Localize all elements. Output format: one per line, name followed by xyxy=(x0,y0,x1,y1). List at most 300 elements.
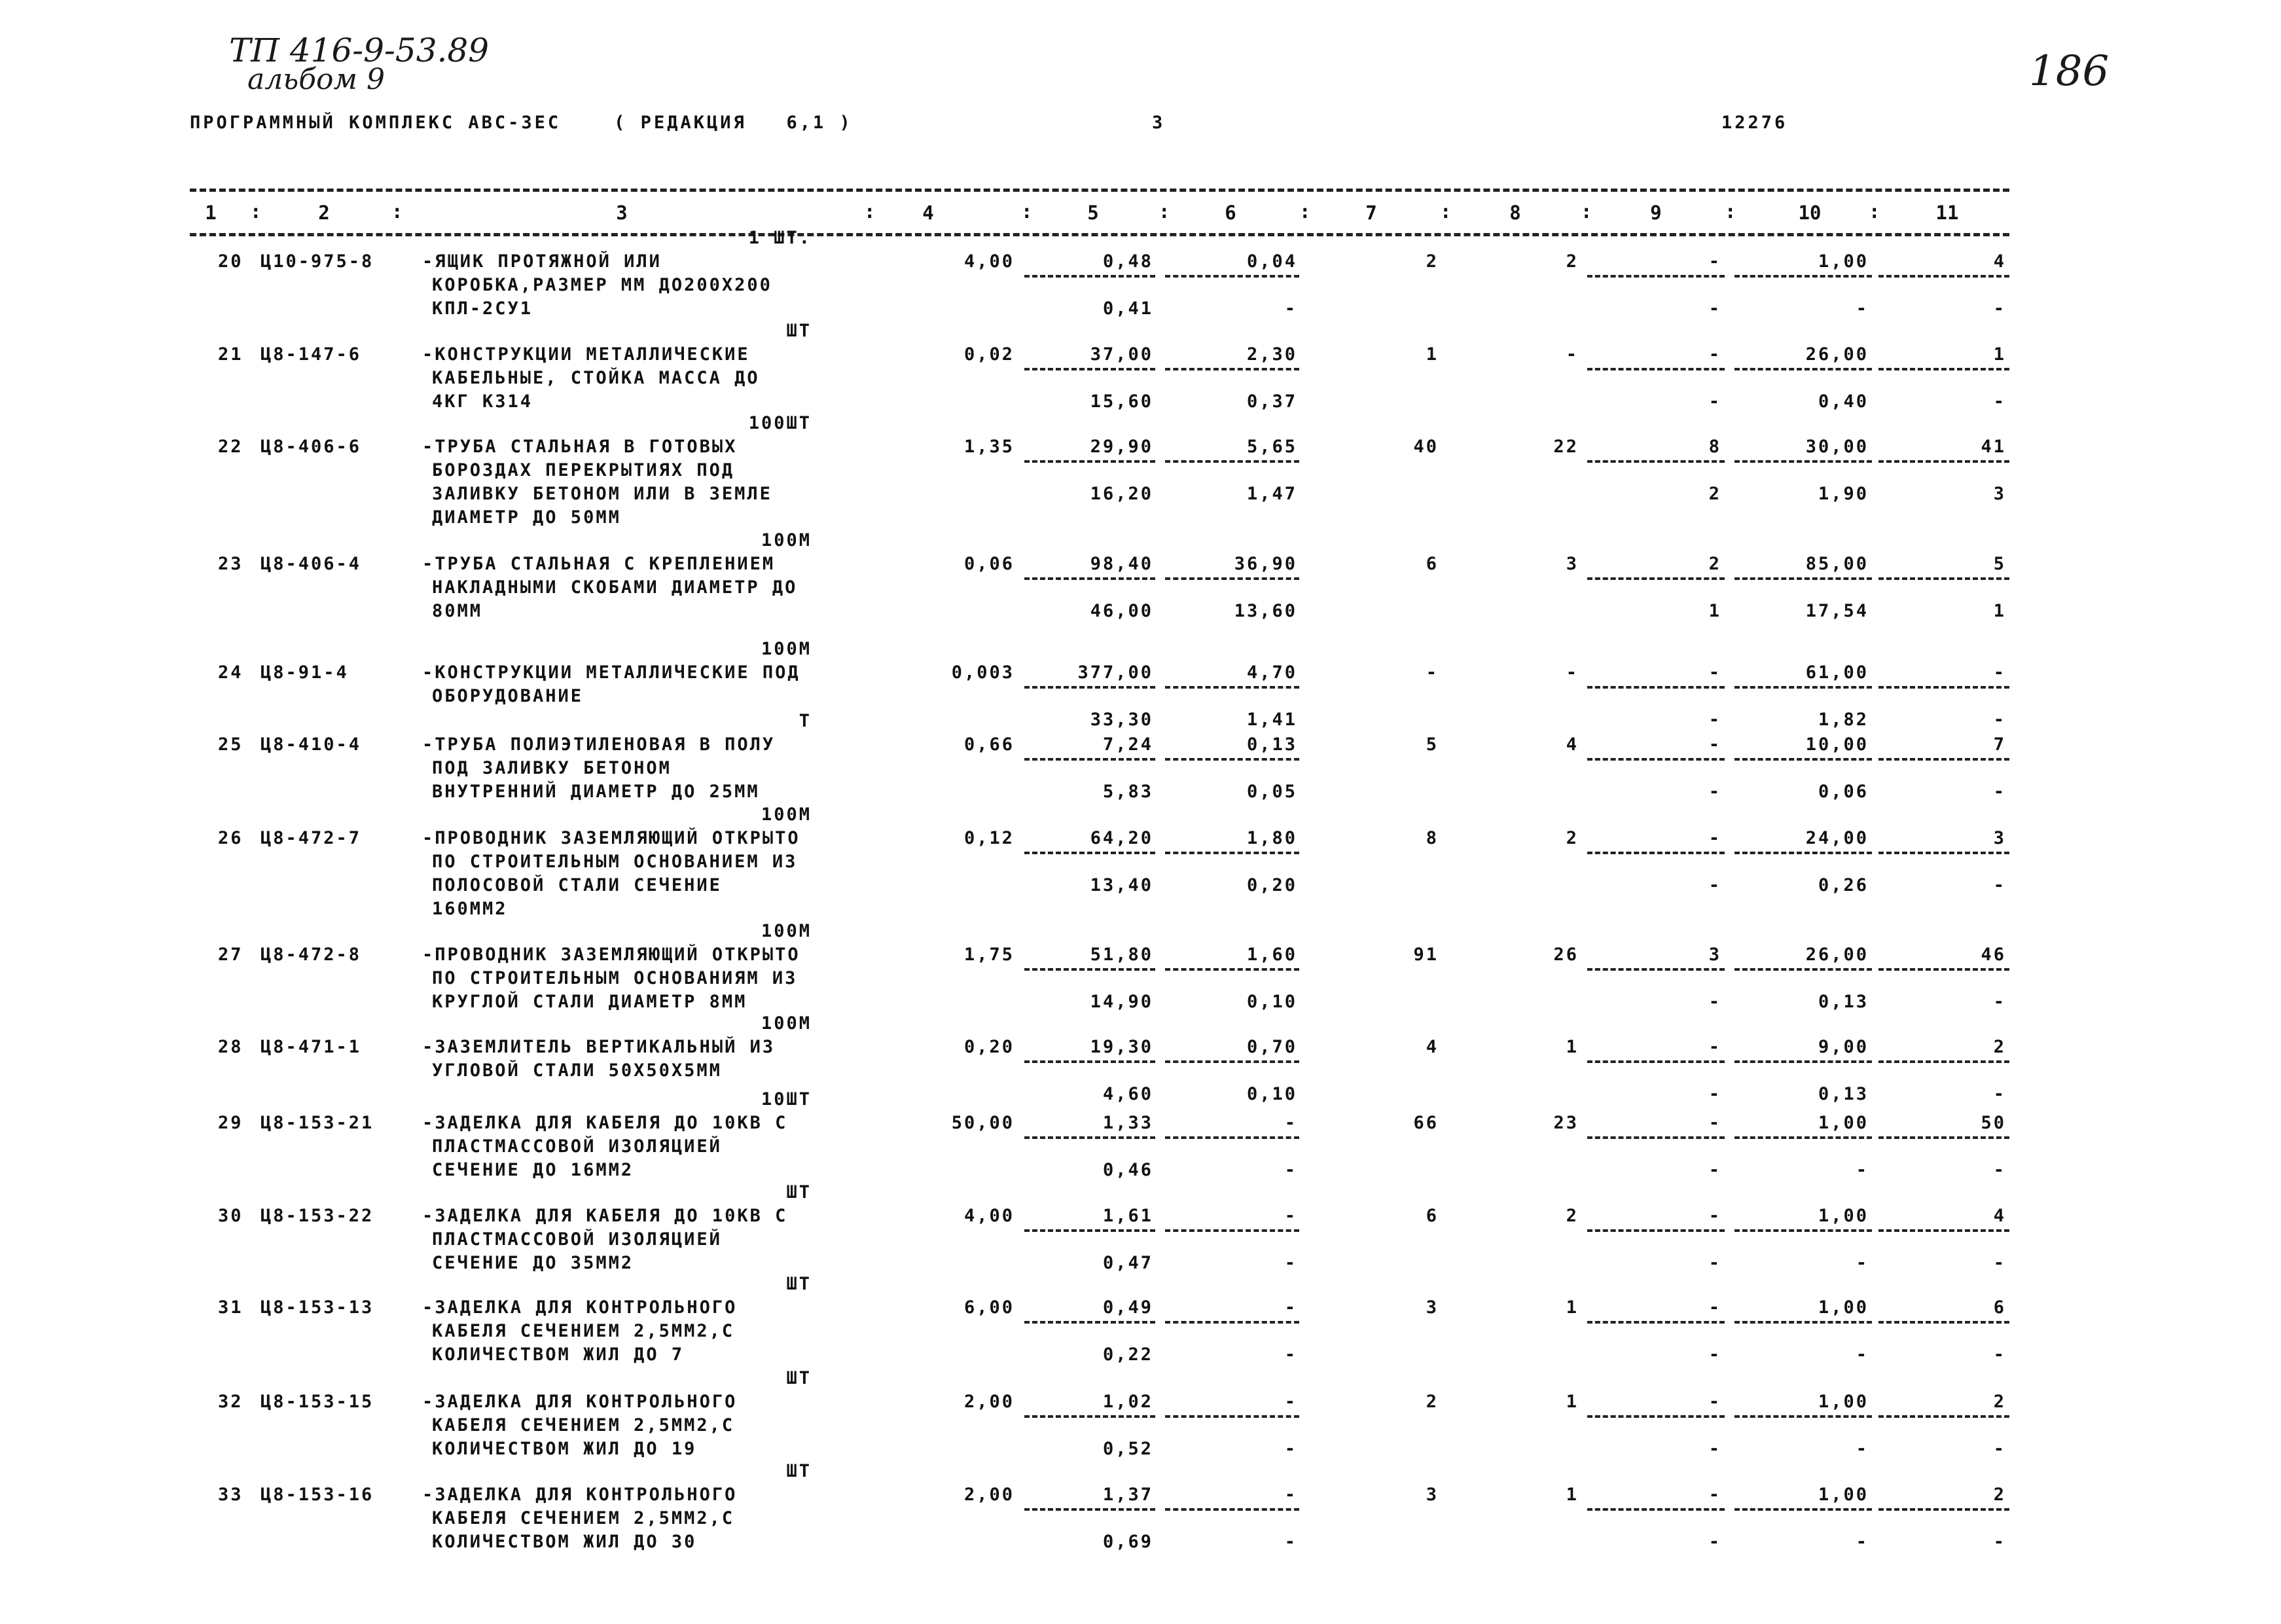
cost-machine-wage-value: 1,41 xyxy=(1246,710,1297,730)
row-dash-separator xyxy=(1165,968,1299,971)
row-dash-separator xyxy=(1878,1508,2009,1511)
row-dash-separator xyxy=(1878,1060,2009,1063)
work-description-line: ПОД ЗАЛИВКУ БЕТОНОМ xyxy=(432,758,672,778)
quantity-value: 0,66 xyxy=(963,734,1015,755)
cost-machine-value: - xyxy=(1284,1113,1297,1133)
col11-value: 6 xyxy=(1993,1297,2006,1318)
cost-machine-wage-value: - xyxy=(1284,1344,1297,1365)
col11-value: 41 xyxy=(1981,437,2006,457)
col9-sub-value: - xyxy=(1708,782,1721,802)
norm-code: Ц8-406-4 xyxy=(260,554,362,574)
col10-sub-value: 17,54 xyxy=(1805,601,1869,621)
col10-value: 1,00 xyxy=(1818,1113,1869,1133)
col10-value: 30,00 xyxy=(1805,437,1869,457)
row-dash-separator xyxy=(1587,1415,1725,1418)
col9-sub-value: 2 xyxy=(1708,484,1721,504)
col10-sub-value: 0,13 xyxy=(1818,992,1869,1012)
row-dash-separator xyxy=(1165,686,1299,689)
column-header-10: 10 xyxy=(1798,202,1822,224)
col11-sub-value: - xyxy=(1993,782,2006,802)
unit-label: 100ШТ xyxy=(748,413,812,433)
row-dash-separator xyxy=(1587,686,1725,689)
col9-sub-value: - xyxy=(1708,1160,1721,1180)
col10-value: 9,00 xyxy=(1818,1037,1869,1057)
col7-value: 91 xyxy=(1413,945,1439,965)
col7-value: 3 xyxy=(1426,1297,1439,1318)
quantity-value: 0,12 xyxy=(963,828,1015,848)
row-dash-separator xyxy=(1878,1229,2009,1232)
unit-label: 100М xyxy=(761,530,812,550)
row-number: 29 xyxy=(218,1113,243,1133)
column-separator: : xyxy=(1021,200,1033,223)
col10-value: 1,00 xyxy=(1818,1485,1869,1505)
col10-value: 26,00 xyxy=(1805,344,1869,365)
row-dash-separator xyxy=(1878,686,2009,689)
unit-label: 100М xyxy=(761,921,812,941)
row-dash-separator xyxy=(1734,460,1872,463)
row-dash-separator xyxy=(1024,968,1155,971)
row-number: 32 xyxy=(218,1392,243,1412)
row-dash-separator xyxy=(1587,1321,1725,1324)
col7-value: - xyxy=(1426,662,1439,683)
quantity-value: 2,00 xyxy=(963,1485,1015,1505)
col10-sub-value: 1,90 xyxy=(1818,484,1869,504)
cost-machine-value: - xyxy=(1284,1392,1297,1412)
work-description-line: КАБЕЛЯ СЕЧЕНИЕМ 2,5ММ2,С xyxy=(432,1415,735,1435)
work-description-line: 4КГ К314 xyxy=(432,391,533,412)
work-description-line: -ЗАДЕЛКА ДЛЯ КОНТРОЛЬНОГО xyxy=(422,1392,738,1412)
row-dash-separator xyxy=(1734,368,1872,370)
col7-value: 5 xyxy=(1426,734,1439,755)
work-description-line: ЗАЛИВКУ БЕТОНОМ ИЛИ В ЗЕМЛЕ xyxy=(432,484,772,504)
cost-machine-value: 0,70 xyxy=(1246,1037,1297,1057)
row-dash-separator xyxy=(1878,852,2009,854)
col7-value: 2 xyxy=(1426,1392,1439,1412)
col8-value: 1 xyxy=(1566,1392,1579,1412)
cost-machine-value: 0,13 xyxy=(1246,734,1297,755)
cost-total-value: 1,33 xyxy=(1102,1113,1153,1133)
column-separator: : xyxy=(1440,200,1452,223)
norm-code: Ц8-153-13 xyxy=(260,1297,374,1318)
row-dash-separator xyxy=(1587,852,1725,854)
cost-wage-value: 15,60 xyxy=(1090,391,1153,412)
row-dash-separator xyxy=(1024,686,1155,689)
col9-value: - xyxy=(1708,251,1721,272)
work-description-line: СЕЧЕНИЕ ДО 35ММ2 xyxy=(432,1253,634,1273)
cost-machine-wage-value: 0,05 xyxy=(1246,782,1297,802)
work-description-line: ПЛАСТМАССОВОЙ ИЗОЛЯЦИЕЙ xyxy=(432,1136,722,1157)
norm-code: Ц8-410-4 xyxy=(260,734,362,755)
col9-value: - xyxy=(1708,1037,1721,1057)
row-dash-separator xyxy=(1587,758,1725,761)
row-dash-separator xyxy=(1587,275,1725,278)
col10-sub-value: - xyxy=(1856,1532,1869,1552)
row-dash-separator xyxy=(1734,1229,1872,1232)
row-dash-separator xyxy=(1734,275,1872,278)
table-top-rule xyxy=(190,189,2009,192)
column-separator: : xyxy=(1725,200,1736,223)
cost-machine-wage-value: 0,37 xyxy=(1246,391,1297,412)
quantity-value: 4,00 xyxy=(963,251,1015,272)
work-description-line: 160ММ2 xyxy=(432,899,508,919)
cost-wage-value: 13,40 xyxy=(1090,875,1153,895)
cost-total-value: 1,37 xyxy=(1102,1485,1153,1505)
col10-value: 24,00 xyxy=(1805,828,1869,848)
col9-value: - xyxy=(1708,1206,1721,1226)
row-dash-separator xyxy=(1165,758,1299,761)
cost-machine-value: 1,80 xyxy=(1246,828,1297,848)
col10-sub-value: - xyxy=(1856,1439,1869,1459)
work-description-line: ПО СТРОИТЕЛЬНЫМ ОСНОВАНИЕМ ИЗ xyxy=(432,852,798,872)
work-description-line: -ЗАДЕЛКА ДЛЯ КАБЕЛЯ ДО 10КВ С xyxy=(422,1113,788,1133)
cost-total-value: 377,00 xyxy=(1077,662,1153,683)
col9-value: 2 xyxy=(1708,554,1721,574)
col8-value: 1 xyxy=(1566,1297,1579,1318)
col9-value: 8 xyxy=(1708,437,1721,457)
col10-sub-value: 0,26 xyxy=(1818,875,1869,895)
column-separator: : xyxy=(1869,200,1880,223)
col11-value: 3 xyxy=(1993,828,2006,848)
norm-code: Ц8-153-16 xyxy=(260,1485,374,1505)
work-description-line: -ТРУБА ПОЛИЭТИЛЕНОВАЯ В ПОЛУ xyxy=(422,734,776,755)
row-dash-separator xyxy=(1024,1508,1155,1511)
row-dash-separator xyxy=(1587,1136,1725,1139)
col11-value: 2 xyxy=(1993,1485,2006,1505)
row-dash-separator xyxy=(1587,1060,1725,1063)
row-dash-separator xyxy=(1024,460,1155,463)
row-number: 24 xyxy=(218,662,243,683)
norm-code: Ц8-153-21 xyxy=(260,1113,374,1133)
cost-total-value: 37,00 xyxy=(1090,344,1153,365)
quantity-value: 6,00 xyxy=(963,1297,1015,1318)
row-dash-separator xyxy=(1878,460,2009,463)
row-dash-separator xyxy=(1734,1136,1872,1139)
column-header-6: 6 xyxy=(1225,202,1236,224)
work-description-line: ДИАМЕТР ДО 50ММ xyxy=(432,507,621,528)
col11-value: 1 xyxy=(1993,344,2006,365)
cost-machine-wage-value: - xyxy=(1284,1160,1297,1180)
col9-sub-value: - xyxy=(1708,1532,1721,1552)
column-header-3: 3 xyxy=(616,202,628,224)
col11-value: 2 xyxy=(1993,1037,2006,1057)
row-dash-separator xyxy=(1878,368,2009,370)
col8-value: - xyxy=(1566,662,1579,683)
row-number: 26 xyxy=(218,828,243,848)
column-separator: : xyxy=(1158,200,1170,223)
col11-sub-value: 3 xyxy=(1993,484,2006,504)
quantity-value: 1,75 xyxy=(963,945,1015,965)
norm-code: Ц8-91-4 xyxy=(260,662,349,683)
col10-sub-value: - xyxy=(1856,1344,1869,1365)
cost-total-value: 1,02 xyxy=(1102,1392,1153,1412)
row-dash-separator xyxy=(1734,758,1872,761)
cost-wage-value: 5,83 xyxy=(1102,782,1153,802)
row-dash-separator xyxy=(1165,1508,1299,1511)
col9-value: - xyxy=(1708,344,1721,365)
unit-label: Т xyxy=(799,711,812,731)
program-header: ПРОГРАММНЫЙ КОМПЛЕКС АВС-ЗЕС ( РЕДАКЦИЯ 6,1 ) xyxy=(190,113,853,133)
col7-value: 66 xyxy=(1413,1113,1439,1133)
cost-machine-value: 2,30 xyxy=(1246,344,1297,365)
col8-value: 1 xyxy=(1566,1485,1579,1505)
col8-value: 26 xyxy=(1553,945,1579,965)
work-description-line: -ЗАДЕЛКА ДЛЯ КОНТРОЛЬНОГО xyxy=(422,1297,738,1318)
col8-value: 23 xyxy=(1553,1113,1579,1133)
cost-wage-value: 0,47 xyxy=(1102,1253,1153,1273)
cost-wage-value: 46,00 xyxy=(1090,601,1153,621)
col8-value: 2 xyxy=(1566,251,1579,272)
work-description-line: ПОЛОСОВОЙ СТАЛИ СЕЧЕНИЕ xyxy=(432,875,722,895)
col9-value: - xyxy=(1708,662,1721,683)
col10-value: 1,00 xyxy=(1818,251,1869,272)
col10-value: 1,00 xyxy=(1818,1297,1869,1318)
quantity-value: 0,20 xyxy=(963,1037,1015,1057)
col11-value: 5 xyxy=(1993,554,2006,574)
cost-wage-value: 16,20 xyxy=(1090,484,1153,504)
row-dash-separator xyxy=(1587,368,1725,370)
column-header-5: 5 xyxy=(1087,202,1099,224)
work-description-line: -ЗАДЕЛКА ДЛЯ КОНТРОЛЬНОГО xyxy=(422,1485,738,1505)
row-dash-separator xyxy=(1734,1508,1872,1511)
cost-machine-wage-value: 0,10 xyxy=(1246,1084,1297,1104)
col7-value: 40 xyxy=(1413,437,1439,457)
handwritten-page-number: 186 xyxy=(2029,47,2110,96)
col10-sub-value: 0,13 xyxy=(1818,1084,1869,1104)
col9-sub-value: - xyxy=(1708,875,1721,895)
cost-total-value: 0,49 xyxy=(1102,1297,1153,1318)
column-separator: : xyxy=(250,200,262,223)
col10-value: 85,00 xyxy=(1805,554,1869,574)
cost-machine-value: - xyxy=(1284,1297,1297,1318)
col11-value: 4 xyxy=(1993,251,2006,272)
row-dash-separator xyxy=(1587,577,1725,580)
col8-value: 3 xyxy=(1566,554,1579,574)
row-dash-separator xyxy=(1024,1415,1155,1418)
norm-code: Ц8-153-22 xyxy=(260,1206,374,1226)
col10-sub-value: - xyxy=(1856,1253,1869,1273)
document-number: 12276 xyxy=(1721,113,1788,133)
norm-code: Ц8-147-6 xyxy=(260,344,362,365)
quantity-value: 4,00 xyxy=(963,1206,1015,1226)
col9-sub-value: - xyxy=(1708,1344,1721,1365)
column-separator: : xyxy=(1299,200,1311,223)
work-description-line: КРУГЛОЙ СТАЛИ ДИАМЕТР 8ММ xyxy=(432,992,747,1012)
row-number: 33 xyxy=(218,1485,243,1505)
work-description-line: -ПРОВОДНИК ЗАЗЕМЛЯЮЩИЙ ОТКРЫТО xyxy=(422,828,800,848)
row-dash-separator xyxy=(1024,275,1155,278)
col9-sub-value: - xyxy=(1708,992,1721,1012)
work-description-line: -ТРУБА СТАЛЬНАЯ С КРЕПЛЕНИЕМ xyxy=(422,554,776,574)
col7-value: 6 xyxy=(1426,554,1439,574)
column-header-2: 2 xyxy=(318,202,330,224)
col8-value: - xyxy=(1566,344,1579,365)
table-header-rule xyxy=(190,233,2009,236)
work-description-line: КПЛ-2СУ1 xyxy=(432,298,533,319)
col9-value: - xyxy=(1708,828,1721,848)
norm-code: Ц8-153-15 xyxy=(260,1392,374,1412)
column-header-1: 1 xyxy=(205,202,217,224)
col11-sub-value: - xyxy=(1993,1439,2006,1459)
row-dash-separator xyxy=(1165,1229,1299,1232)
work-description-line: -ЗАЗЕМЛИТЕЛЬ ВЕРТИКАЛЬНЫЙ ИЗ xyxy=(422,1037,776,1057)
cost-machine-wage-value: - xyxy=(1284,1253,1297,1273)
quantity-value: 0,003 xyxy=(951,662,1015,683)
column-separator: : xyxy=(391,200,403,223)
work-description-line: КОЛИЧЕСТВОМ ЖИЛ ДО 7 xyxy=(432,1344,685,1365)
col9-value: - xyxy=(1708,1297,1721,1318)
col10-value: 1,00 xyxy=(1818,1206,1869,1226)
row-dash-separator xyxy=(1587,968,1725,971)
cost-total-value: 7,24 xyxy=(1102,734,1153,755)
col11-sub-value: - xyxy=(1993,710,2006,730)
row-dash-separator xyxy=(1024,1136,1155,1139)
col8-value: 2 xyxy=(1566,1206,1579,1226)
unit-label: ШТ xyxy=(786,1368,812,1388)
row-dash-separator xyxy=(1165,1060,1299,1063)
cost-wage-value: 14,90 xyxy=(1090,992,1153,1012)
col9-value: - xyxy=(1708,1113,1721,1133)
row-dash-separator xyxy=(1024,852,1155,854)
row-dash-separator xyxy=(1587,460,1725,463)
col9-sub-value: - xyxy=(1708,1084,1721,1104)
row-dash-separator xyxy=(1024,577,1155,580)
col11-sub-value: - xyxy=(1993,992,2006,1012)
work-description-line: НАКЛАДНЫМИ СКОБАМИ ДИАМЕТР ДО xyxy=(432,577,798,598)
quantity-value: 0,06 xyxy=(963,554,1015,574)
cost-wage-value: 33,30 xyxy=(1090,710,1153,730)
row-dash-separator xyxy=(1165,852,1299,854)
quantity-value: 1,35 xyxy=(963,437,1015,457)
cost-wage-value: 0,69 xyxy=(1102,1532,1153,1552)
unit-label: ШТ xyxy=(786,321,812,341)
row-dash-separator xyxy=(1734,686,1872,689)
cost-machine-value: 5,65 xyxy=(1246,437,1297,457)
col11-sub-value: - xyxy=(1993,1084,2006,1104)
work-description-line: ПЛАСТМАССОВОЙ ИЗОЛЯЦИЕЙ xyxy=(432,1229,722,1250)
cost-machine-wage-value: - xyxy=(1284,1532,1297,1552)
row-dash-separator xyxy=(1587,1229,1725,1232)
cost-wage-value: 0,52 xyxy=(1102,1439,1153,1459)
norm-code: Ц8-406-6 xyxy=(260,437,362,457)
row-dash-separator xyxy=(1734,577,1872,580)
cost-total-value: 64,20 xyxy=(1090,828,1153,848)
col9-sub-value: - xyxy=(1708,710,1721,730)
row-number: 30 xyxy=(218,1206,243,1226)
col7-value: 8 xyxy=(1426,828,1439,848)
unit-label: ШТ xyxy=(786,1461,812,1481)
row-number: 31 xyxy=(218,1297,243,1318)
cost-total-value: 98,40 xyxy=(1090,554,1153,574)
row-number: 28 xyxy=(218,1037,243,1057)
unit-label: 10ШТ xyxy=(761,1089,812,1110)
work-description-line: ОБОРУДОВАНИЕ xyxy=(432,686,584,706)
row-dash-separator xyxy=(1878,1321,2009,1324)
cost-wage-value: 0,46 xyxy=(1102,1160,1153,1180)
row-number: 25 xyxy=(218,734,243,755)
col10-value: 61,00 xyxy=(1805,662,1869,683)
col9-sub-value: - xyxy=(1708,1253,1721,1273)
col9-sub-value: - xyxy=(1708,1439,1721,1459)
row-dash-separator xyxy=(1165,1321,1299,1324)
col11-sub-value: - xyxy=(1993,1344,2006,1365)
row-dash-separator xyxy=(1165,275,1299,278)
quantity-value: 50,00 xyxy=(951,1113,1015,1133)
col11-sub-value: - xyxy=(1993,1253,2006,1273)
work-description-line: БОРОЗДАХ ПЕРЕКРЫТИЯХ ПОД xyxy=(432,460,735,480)
col10-sub-value: - xyxy=(1856,298,1869,319)
work-description-line: КОРОБКА,РАЗМЕР ММ ДО200Х200 xyxy=(432,275,772,295)
cost-wage-value: 0,22 xyxy=(1102,1344,1153,1365)
work-description-line: ПО СТРОИТЕЛЬНЫМ ОСНОВАНИЯМ ИЗ xyxy=(432,968,798,988)
work-description-line: -ТРУБА СТАЛЬНАЯ В ГОТОВЫХ xyxy=(422,437,738,457)
row-dash-separator xyxy=(1024,758,1155,761)
col8-value: 1 xyxy=(1566,1037,1579,1057)
row-dash-separator xyxy=(1024,1060,1155,1063)
work-description-line: КАБЕЛЯ СЕЧЕНИЕМ 2,5ММ2,С xyxy=(432,1321,735,1341)
row-dash-separator xyxy=(1024,1229,1155,1232)
cost-wage-value: 0,41 xyxy=(1102,298,1153,319)
col11-sub-value: - xyxy=(1993,391,2006,412)
handwritten-album: альбом 9 xyxy=(247,63,386,96)
cost-total-value: 51,80 xyxy=(1090,945,1153,965)
unit-label: 100М xyxy=(761,639,812,659)
column-header-9: 9 xyxy=(1650,202,1662,224)
work-description-line: КАБЕЛЬНЫЕ, СТОЙКА МАССА ДО xyxy=(432,368,760,388)
col9-value: - xyxy=(1708,1485,1721,1505)
quantity-value: 0,02 xyxy=(963,344,1015,365)
work-description-line: КОЛИЧЕСТВОМ ЖИЛ ДО 30 xyxy=(432,1532,697,1552)
col9-value: - xyxy=(1708,734,1721,755)
col11-value: 7 xyxy=(1993,734,2006,755)
work-description-line: КАБЕЛЯ СЕЧЕНИЕМ 2,5ММ2,С xyxy=(432,1508,735,1528)
unit-label: 100М xyxy=(761,804,812,825)
cost-machine-value: 0,04 xyxy=(1246,251,1297,272)
norm-code: Ц8-472-7 xyxy=(260,828,362,848)
row-number: 23 xyxy=(218,554,243,574)
col9-sub-value: 1 xyxy=(1708,601,1721,621)
column-header-4: 4 xyxy=(922,202,934,224)
col11-value: 50 xyxy=(1981,1113,2006,1133)
row-dash-separator xyxy=(1734,1321,1872,1324)
col11-value: 46 xyxy=(1981,945,2006,965)
cost-wage-value: 4,60 xyxy=(1102,1084,1153,1104)
unit-label: ШТ xyxy=(786,1182,812,1202)
col8-value: 2 xyxy=(1566,828,1579,848)
row-number: 27 xyxy=(218,945,243,965)
col9-sub-value: - xyxy=(1708,391,1721,412)
column-separator: : xyxy=(1581,200,1592,223)
col11-sub-value: - xyxy=(1993,1160,2006,1180)
sheet-number: 3 xyxy=(1152,113,1166,133)
row-dash-separator xyxy=(1165,1415,1299,1418)
unit-label: ШТ xyxy=(786,1274,812,1294)
column-header-8: 8 xyxy=(1509,202,1521,224)
row-dash-separator xyxy=(1165,460,1299,463)
col9-sub-value: - xyxy=(1708,298,1721,319)
col9-value: - xyxy=(1708,1392,1721,1412)
work-description-line: -ЗАДЕЛКА ДЛЯ КАБЕЛЯ ДО 10КВ С xyxy=(422,1206,788,1226)
cost-total-value: 1,61 xyxy=(1102,1206,1153,1226)
cost-machine-value: 4,70 xyxy=(1246,662,1297,683)
norm-code: Ц8-472-8 xyxy=(260,945,362,965)
work-description-line: -ЯЩИК ПРОТЯЖНОЙ ИЛИ xyxy=(422,251,662,272)
row-number: 22 xyxy=(218,437,243,457)
work-description-line: ВНУТРЕННИЙ ДИАМЕТР ДО 25ММ xyxy=(432,782,760,802)
cost-machine-wage-value: 13,60 xyxy=(1234,601,1297,621)
col8-value: 4 xyxy=(1566,734,1579,755)
cost-machine-value: 1,60 xyxy=(1246,945,1297,965)
quantity-value: 2,00 xyxy=(963,1392,1015,1412)
